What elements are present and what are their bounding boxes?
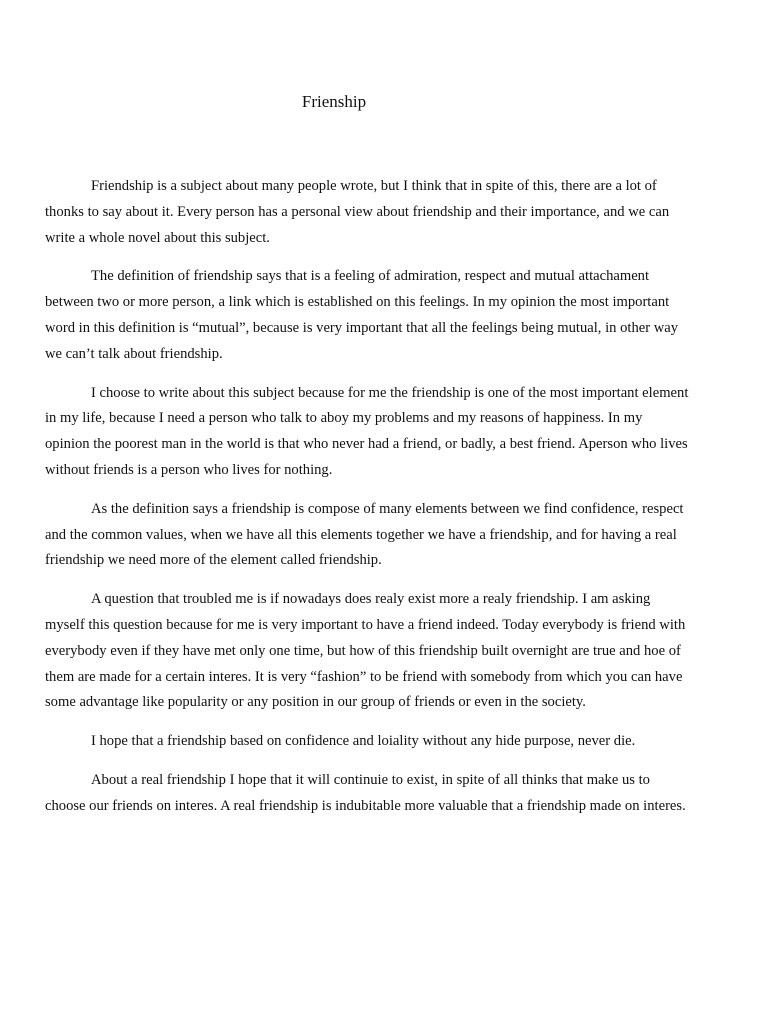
paragraph-3: I choose to write about this subject because for me the friendship is one of the most important element in my life, because I need a person who talk to aboy my problems and my reasons of happiness. In my opinion the poorest man in the world is that who never had a friend, or badly, a best friend. Aperson who lives without friends is a person who lives for nothing. — [45, 384, 689, 478]
paragraph-7: About a real friendship I hope that it will continuie to exist, in spite of all thinks that make us to choose our friends on interes. A real friendship is indubitable more valuable that a friendship made on interes. — [45, 771, 686, 814]
document-body — [45, 174, 690, 833]
paragraph-6: I hope that a friendship based on confidence and loiality without any hide purpose, never die. — [91, 733, 636, 750]
document-title: Frienship — [301, 92, 367, 111]
paragraph-1: Friendship is a subject about many people wrote, but I think that in spite of this, there are a lot of thonks to say about it. Every person has a personal view about friendship and their importance, and we can write a whole novel about this subject. — [45, 178, 670, 246]
paragraph-5: A question that troubled me is if nowadays does realy exist more a realy friendship. I am asking myself this question because for me is very important to have a friend indeed. Today everybody is friend with everybody even if they have met only one time, but how of this friendship built overnight are true and hoe of them are made for a certain interes. It is very “fashion” to be friend with somebody from which you can have some advantage like popularity or any position in our group of friends or even in the society. — [45, 591, 686, 711]
paragraph-2: The definition of friendship says that is a feeling of admiration, respect and mutual attachament between two or more person, a link which is established on this feelings. In my opinion the most important word in this definition is “mutual”, because is very important that all the feelings being mutual, in other way we can’t talk about friendship. — [45, 268, 679, 362]
paragraph-4: As the definition says a friendship is compose of many elements between we find confidence, respect and the common values, when we have all this elements together we have a friendship, and for having a real friendship we need more of the element called friendship. — [45, 500, 684, 569]
